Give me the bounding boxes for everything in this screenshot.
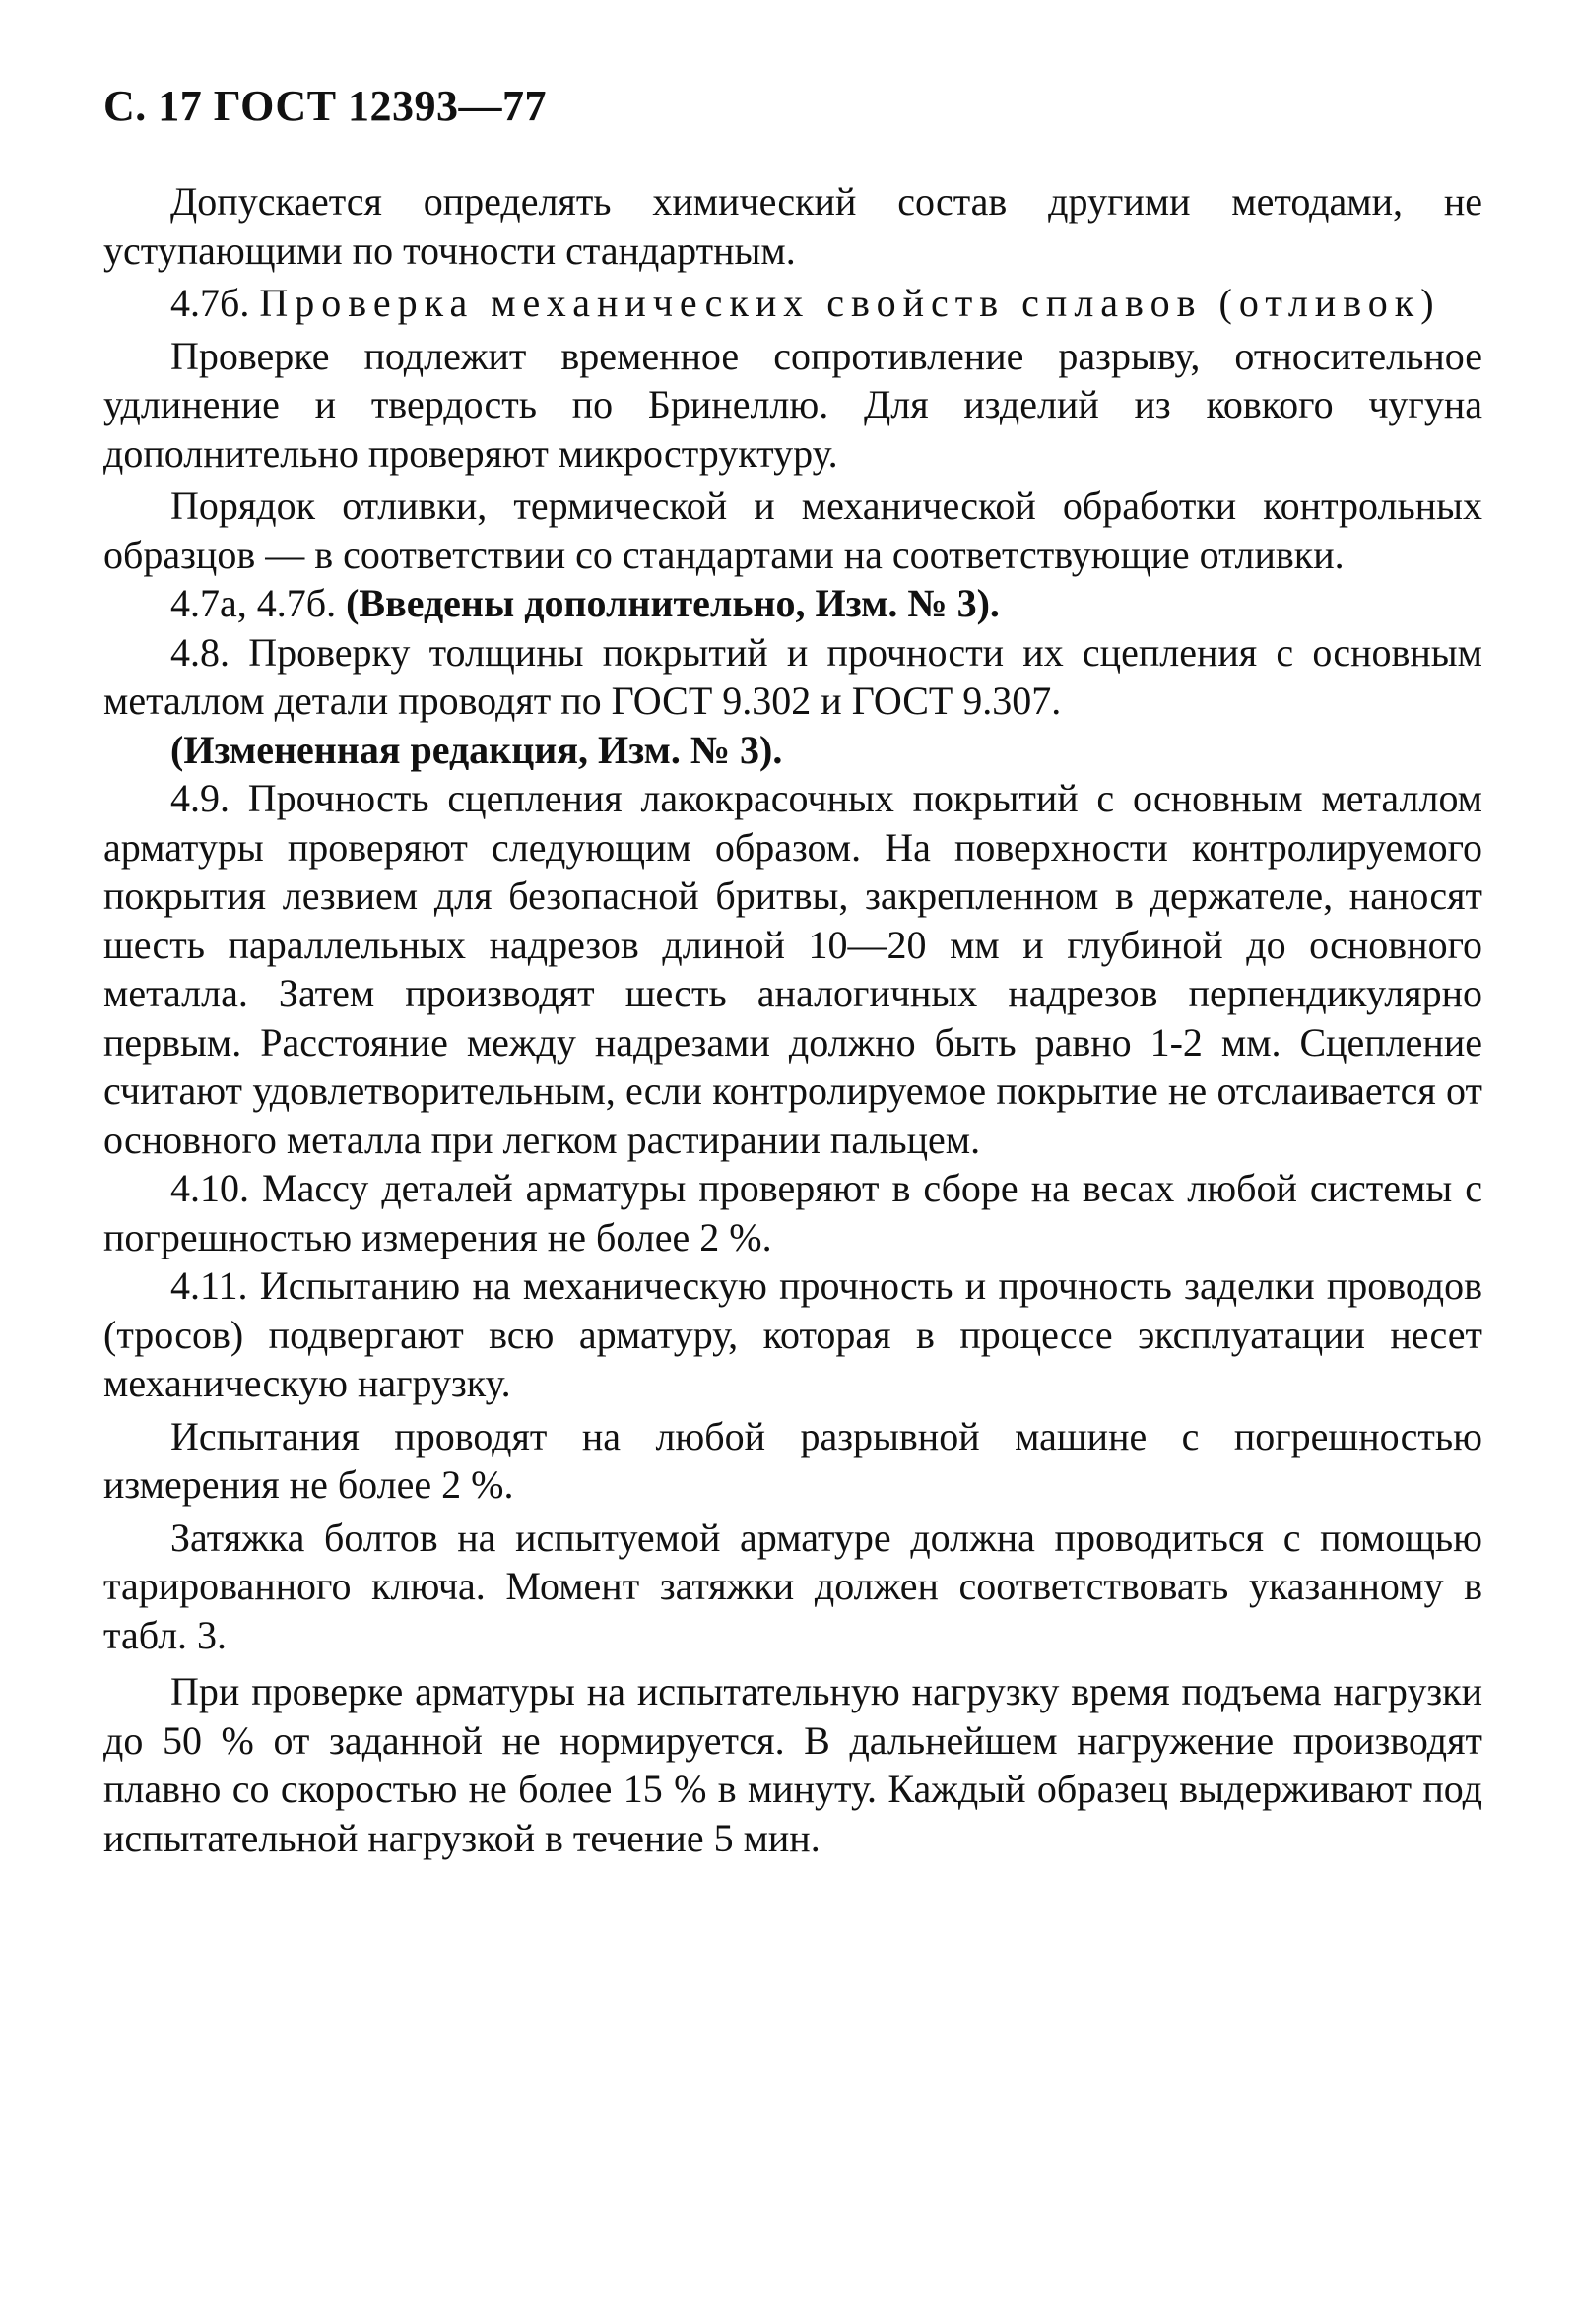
paragraph-amendment-4-7 [103,579,1482,628]
document-body [103,177,1482,1862]
paragraph-bolt-tightening: Затяжка болтов на испытуемой арматуре должна проводиться с помощью тарированного ключа. Момент затяжки должен соответствовать указанному в табл. 3. [103,1515,1482,1657]
paragraph-4-9: 4.9. Прочность сцепления лакокрасочных покрытий с основным металлом арматуры проверяют следующим образом. На поверхности контролируемого покрытия лезвием для безопасной бритвы, закрепленном в держателе, наносят шесть параллельных надрезов длиной 10—20 мм и глубиной до основного металла. Затем производят шесть аналогичных надрезов перпендикулярно первым. Расстояние между надрезами должно быть равно 1-2 мм. Сцепление считают удовлетворительным, если контролируемое покрытие не отслаивается от основного металла при легком растирании пальцем. [103,776,1482,1162]
document-page [103,77,1482,1862]
paragraph-test-machine: Испытания проводят на любой разрывной машине с погрешностью измерения не более 2 %. [103,1413,1482,1507]
paragraph-4-11: 4.11. Испытанию на механическую прочность и прочность заделки проводов (тросов) подвергают всю арматуру, которая в процессе эксплуатации несет механическую нагрузку. [103,1263,1482,1405]
paragraph-test-load: При проверке арматуры на испытательную нагрузку время подъема нагрузки до 50 % от заданной не нормируется. В дальнейшем нагружение производят плавно со скоростью не более 15 % в минуту. Каждый образец выдерживают под испытательной нагрузкой в течение 5 мин. [103,1669,1482,1860]
section-heading-4-7b [103,279,1482,328]
paragraph-chemical-composition: Допускается определять химический состав другими методами, не уступающими по точности стандартным. [103,179,1482,273]
paragraph-mechanical-tests: Проверке подлежит временное сопротивление разрыву, относительное удлинение и твердость по Бринеллю. Для изделий из ковкого чугуна дополнительно проверяют микроструктуру. [103,333,1482,476]
paragraph-revision-note: (Измененная редакция, Изм. № 3). [170,727,783,772]
amendment-number: 4.7а, 4.7б. [170,581,337,625]
paragraph-4-8: 4.8. Проверку толщины покрытий и прочности их сцепления с основным металлом детали проводят по ГОСТ 9.302 и ГОСТ 9.307. [103,629,1482,723]
section-number: 4.7б. [170,281,250,325]
paragraph-4-10: 4.10. Массу деталей арматуры проверяют в сборе на весах любой системы с погрешностью измерения не более 2 %. [103,1166,1482,1259]
section-title: Проверка механических свойств сплавов (отливок) [259,281,1441,325]
page-header: С. 17 ГОСТ 12393—77 [103,82,548,130]
paragraph-casting-order: Порядок отливки, термической и механической обработки контрольных образцов — в соответствии со стандартами на соответствующие отливки. [103,484,1482,577]
amendment-note: (Введены дополнительно, Изм. № 3). [346,581,1000,625]
